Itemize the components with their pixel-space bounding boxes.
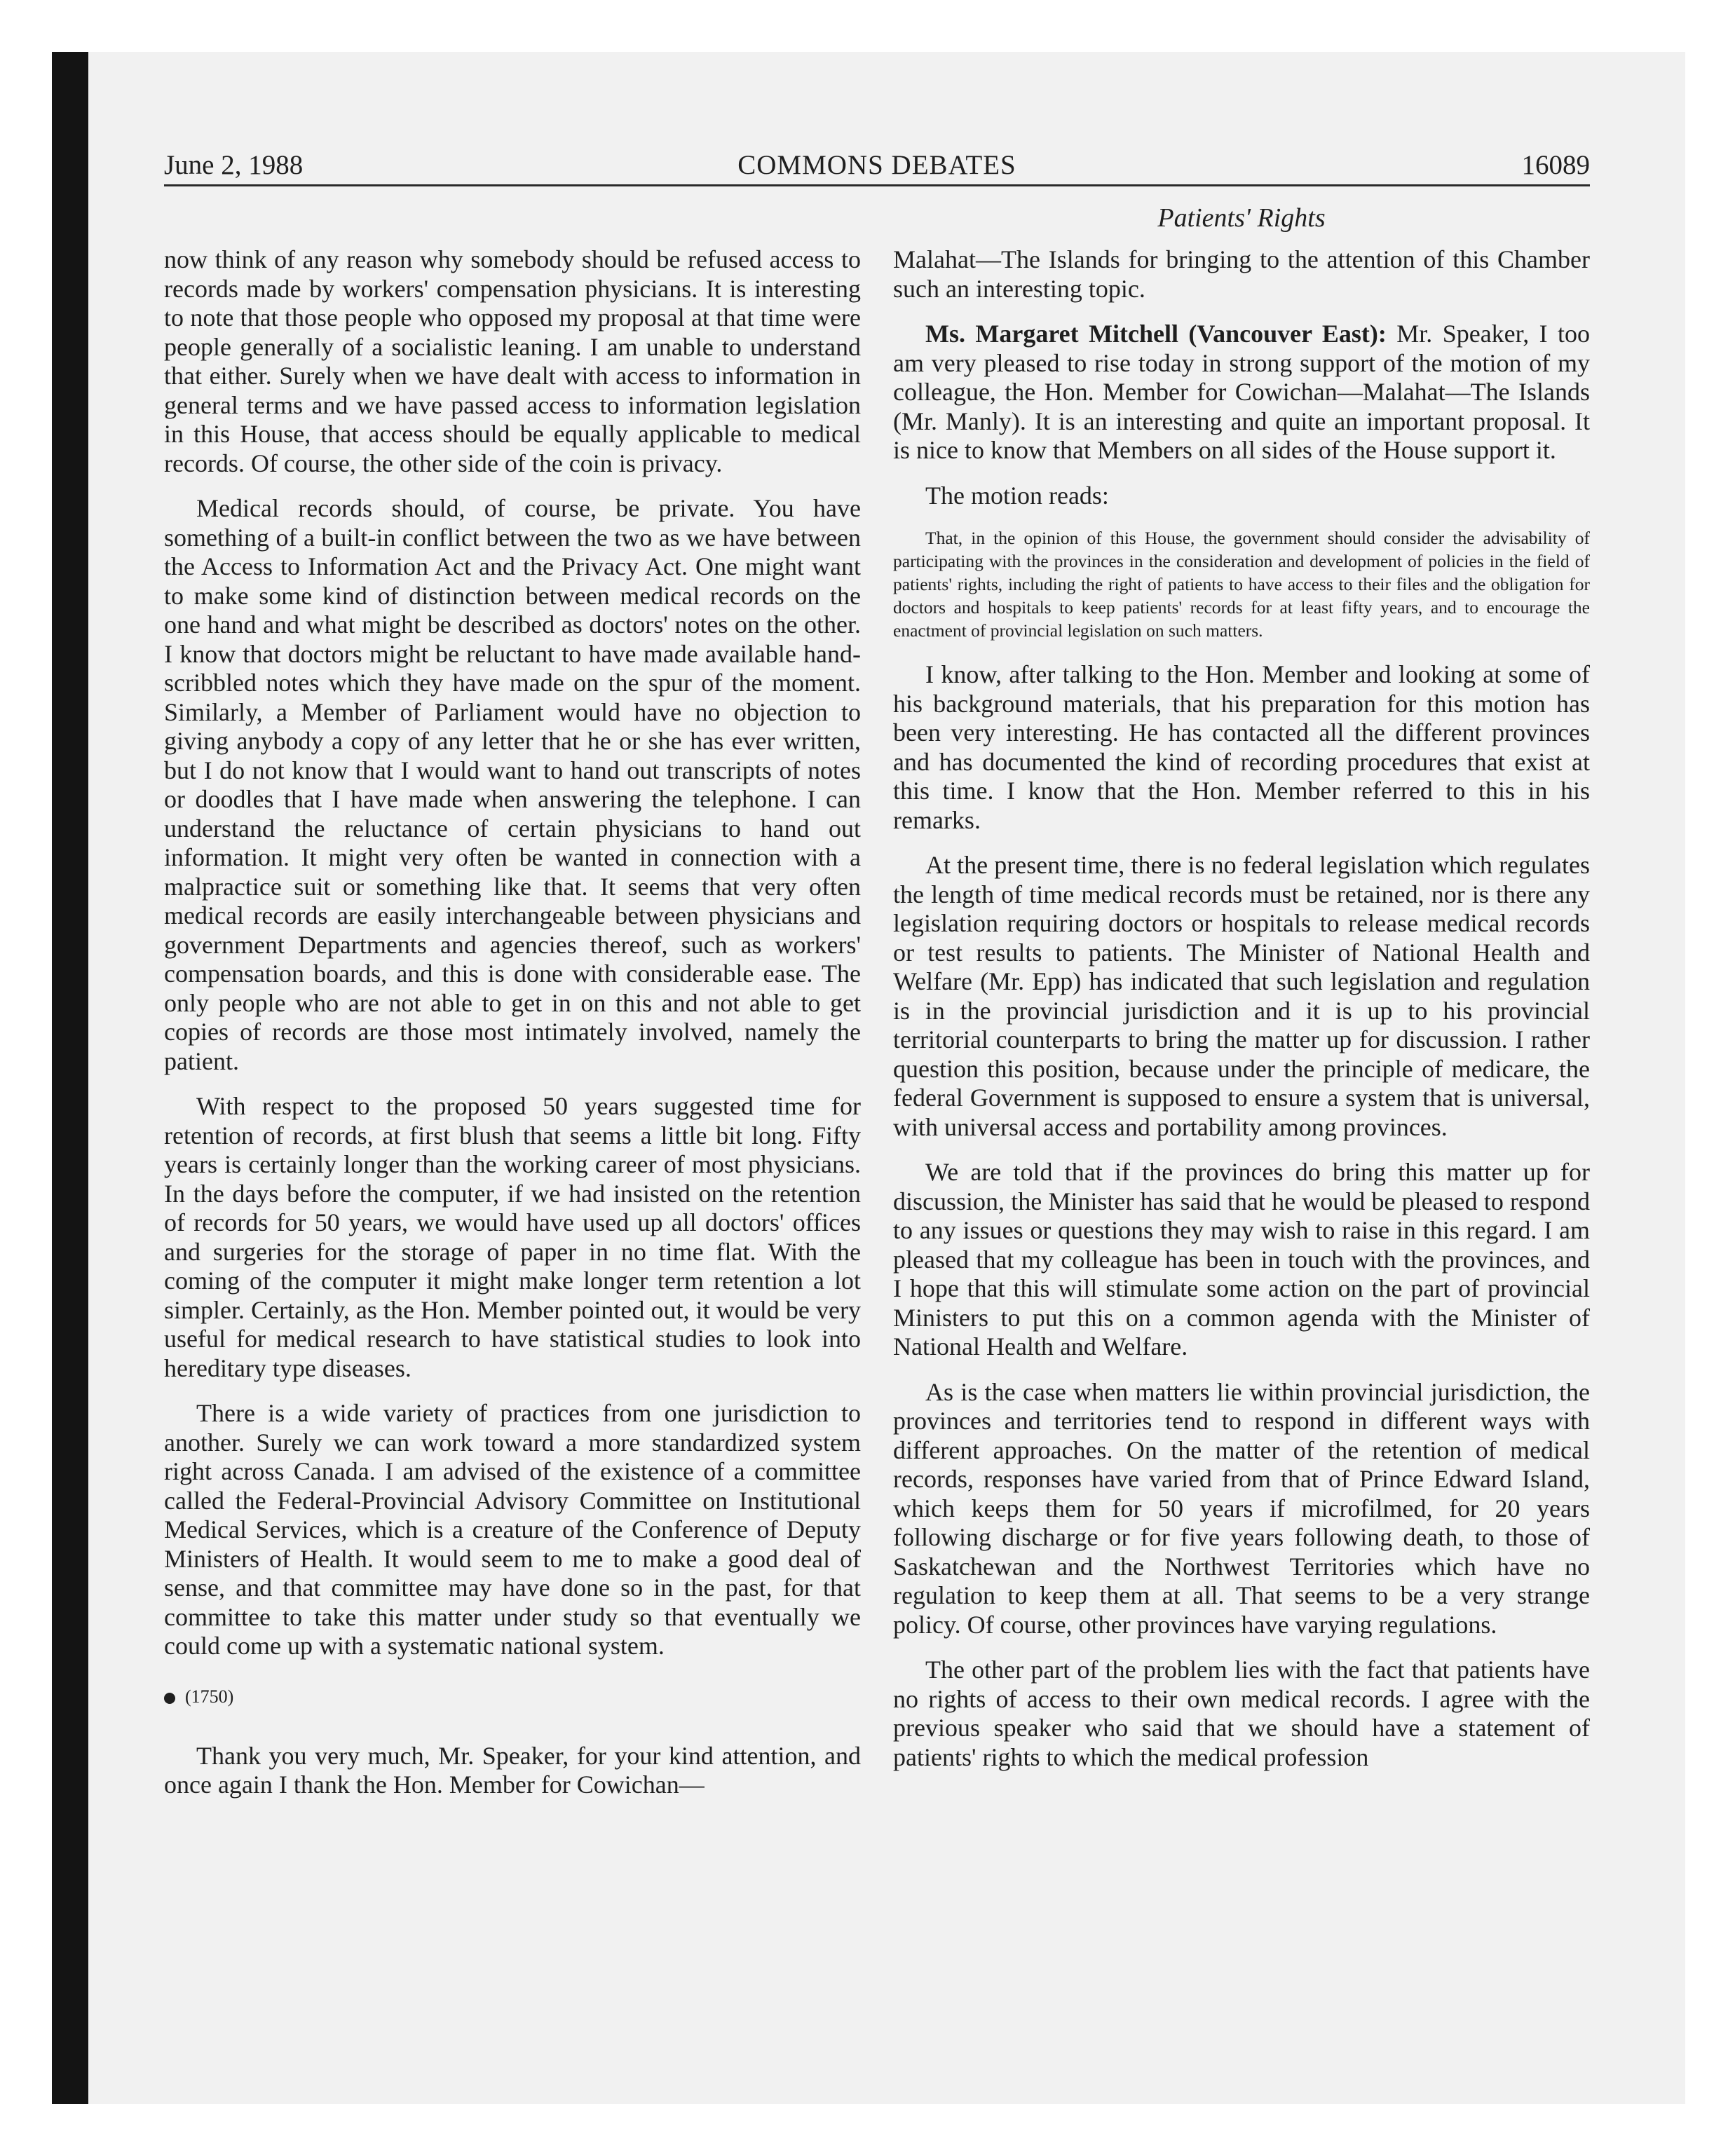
header-title: COMMONS DEBATES [737, 150, 1016, 180]
paragraph: now think of any reason why somebody should be refused access to records made by workers' compensation physicians. It is interesting to note that those people who opposed my proposal at that time were people generally of a socialistic leaning. I am unable to understand that either. Surely when we have dealt with access to information in general terms and we have passed access to information legislation in this House, that access should be equally applicable to medical records. Of course, the other side of the coin is privacy. [164, 245, 861, 477]
paragraph: Malahat—The Islands for bringing to the attention of this Chamber such an interesting topic. [893, 245, 1590, 303]
binding-edge [52, 52, 88, 2104]
paragraph: We are told that if the provinces do bring this matter up for discussion, the Minister has said that he would be pleased to respond to any issues or questions they may wish to raise in this regard. I am pleased that my colleague has been in touch with the provinces, and I hope that this will stimulate some action on the part of provincial Ministers to put this on a common agenda with the Minister of National Health and Welfare. [893, 1158, 1590, 1360]
right-column [893, 245, 1590, 1788]
running-header [164, 146, 1590, 185]
section-title: Patients' Rights [1157, 203, 1326, 233]
header-rule [164, 184, 1590, 186]
speech-paragraph [893, 320, 1590, 465]
header-page-number: 16089 [1521, 150, 1590, 180]
paragraph: The motion reads: [925, 481, 1109, 510]
speaker-name: Ms. Margaret Mitchell (Vancouver East): [925, 320, 1387, 348]
left-column [164, 245, 861, 1816]
time-marker-text: (1750) [185, 1686, 234, 1707]
paragraph: With respect to the proposed 50 years suggested time for retention of records, at first blush that seems a little bit long. Fifty years is certainly longer than the working career of most physicians. In the days before the computer, if we had insisted on the retention of records for 50 years, we would have used up all doctors' offices and surgeries for the storage of paper in no time flat. With the coming of the computer it might make longer term retention a lot simpler. Certainly, as the Hon. Member pointed out, it would be very useful for medical research to have statistical studies to look into hereditary type diseases. [164, 1092, 861, 1382]
paragraph: Medical records should, of course, be private. You have something of a built-in conflict between the two as we have between the Access to Information Act and the Privacy Act. One might want to make some kind of distinction between medical records on the one hand and what might be described as doctors' notes on the other. I know that doctors might be reluctant to have made available hand-scribbled notes which they have made on the spur of the moment. Similarly, a Member of Parliament would have no objection to giving anybody a copy of any letter that he or she has ever written, but I do not know that I would want to hand out transcripts of notes or doodles that I have made when answering the telephone. I can understand the reluctance of certain physicians to hand out information. It might very often be wanted in connection with a malpractice suit or something like that. It seems that very often medical records are easily interchangeable between physicians and government Departments and agencies thereof, such as workers' compensation boards, and this is done with considerable ease. The only people who are not able to get in on this and not able to get copies of records are those most intimately involved, namely the patient. [164, 494, 861, 1075]
bullet-icon [164, 1693, 175, 1704]
time-marker [164, 1677, 861, 1717]
header-date: June 2, 1988 [164, 150, 304, 180]
paragraph: As is the case when matters lie within provincial jurisdiction, the provinces and territories tend to respond in different ways with different approaches. On the matter of the retention of medical records, responses have varied from that of Prince Edward Island, which keeps them for 50 years if microfilmed, for 20 years following discharge or for five years following death, to those of Saskatchewan and the Northwest Territories which have no regulation to keep them at all. That seems to be a very strange policy. Of course, other provinces have varying regulations. [893, 1377, 1590, 1639]
paragraph: Thank you very much, Mr. Speaker, for your kind attention, and once again I thank the Hon. Member for Cowichan— [164, 1741, 861, 1799]
paragraph: The other part of the problem lies with the fact that patients have no rights of access to their own medical records. I agree with the previous speaker who said that we should have a statement of patients' rights to which the medical profession [893, 1656, 1590, 1771]
paragraph: At the present time, there is no federal legislation which regulates the length of time medical records must be retained, nor is there any legislation requiring doctors or hospitals to release medical records or test results to patients. The Minister of National Health and Welfare (Mr. Epp) has indicated that such legislation and regulation is in the provincial jurisdiction and it is up to his provincial territorial counterparts to bring the matter up for discussion. I rather question this position, because under the principle of medicare, the federal Government is supposed to ensure a system that is universal, with universal access and portability among provinces. [893, 851, 1590, 1141]
motion-text: That, in the opinion of this House, the government should consider the advisability of participating with the provinces in the consideration and development of policies in the field of patients' rights, including the right of patients to have access to their files and the obligation for doctors and hospitals to keep patients' records for at least fifty years, and to encourage the enactment of provincial legislation on such matters. [893, 528, 1590, 641]
paragraph: I know, after talking to the Hon. Member and looking at some of his background materials, that his preparation for this motion has been very interesting. He has contacted all the different provinces and has documented the kind of recording procedures that exist at this time. I know that the Hon. Member referred to this in his remarks. [893, 660, 1590, 834]
speech-text: Mr. Speaker, I too am very pleased to rise today in strong support of the motion of my colleague, the Hon. Member for Cowichan—Malahat—The Islands (Mr. Manly). It is an interesting and quite an important proposal. It is nice to know that Members on all sides of the House support it. [893, 320, 1591, 464]
paragraph: There is a wide variety of practices from one jurisdiction to another. Surely we can work toward a more standardized system right across Canada. I am advised of the existence of a committee called the Federal-Provincial Advisory Committee on Institutional Medical Services, which is a creature of the Conference of Deputy Ministers of Health. It would seem to me to make a good deal of sense, and that committee may have done so in the past, for that committee to take this matter under study so that eventually we could come up with a systematic national system. [164, 1399, 861, 1660]
